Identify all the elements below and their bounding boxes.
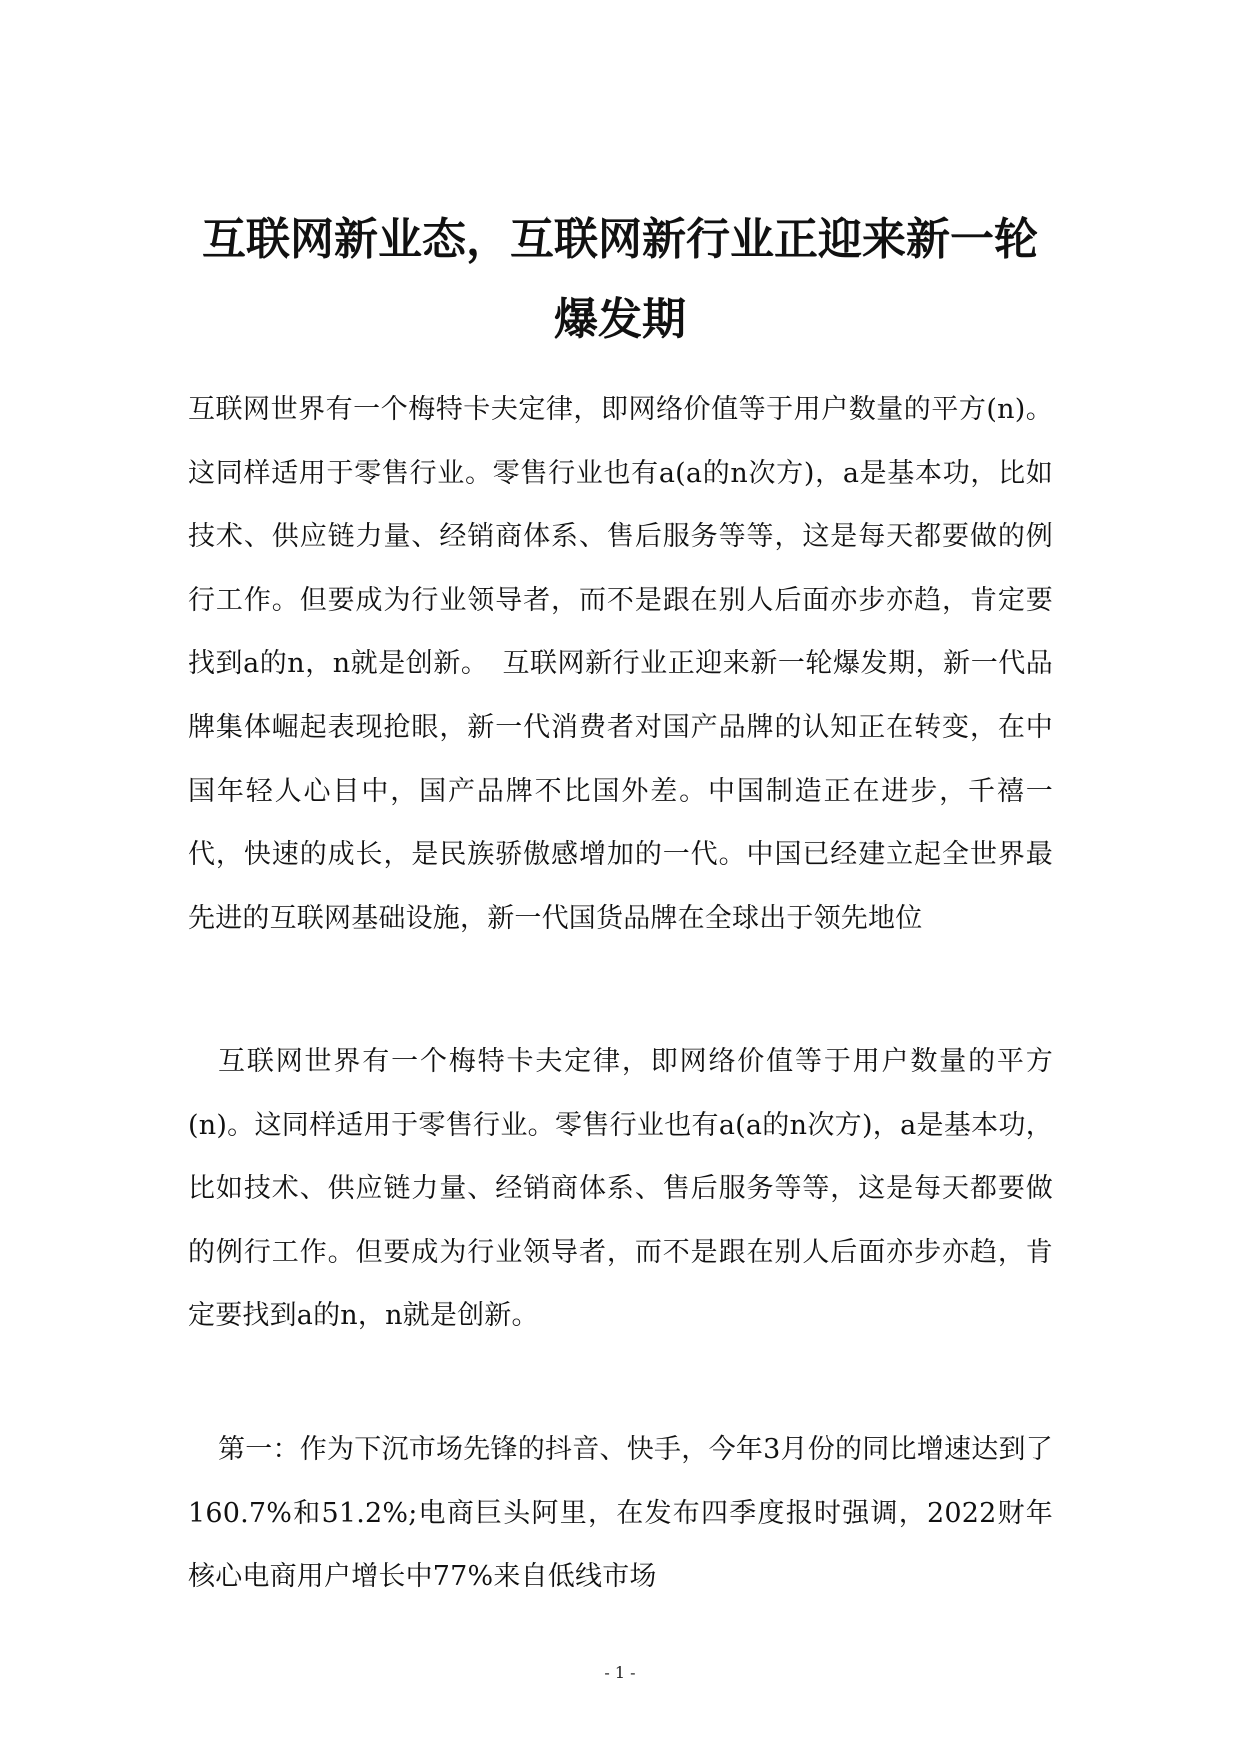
body-paragraph: 第一：作为下沉市场先锋的抖音、快手，今年3月份的同比增速达到了160.7%和51.2%;电商巨头阿里，在发布四季度报时强调，2022财年核心电商用户增长中77%来自低线市场 [188, 1434, 1053, 1593]
page-number: - 1 - [604, 1663, 636, 1682]
body-paragraph: 互联网世界有一个梅特卡夫定律，即网络价值等于用户数量的平方(n)。这同样适用于零售行业。零售行业也有a(a的n次方)，a是基本功，比如技术、供应链力量、经销商体系、售后服务等等，这是每天都要做的例行工作。但要成为行业领导者，而不是跟在别人后面亦步亦趋，肯定要找到a的n，n就是创新。 [188, 1046, 1053, 1332]
document-title: 互联网新业态，互联网新行业正迎来新一轮爆发期 [202, 214, 1038, 345]
body-paragraph: 互联网世界有一个梅特卡夫定律，即网络价值等于用户数量的平方(n)。这同样适用于零售行业。零售行业也有a(a的n次方)，a是基本功，比如技术、供应链力量、经销商体系、售后服务等等，这是每天都要做的例行工作。但要成为行业领导者，而不是跟在别人后面亦步亦趋，肯定要找到a的n，n就是创新。 互联网新行业正迎来新一轮爆发期，新一代品牌集体崛起表现抢眼，新一代消费者对国产品牌的认知正在转变，在中国年轻人心目中，国产品牌不比国外差。中国制造正在进步，千禧一代，快速的成长，是民族骄傲感增加的一代。中国已经建立起全世界最先进的互联网基础设施，新一代国货品牌在全球出于领先地位 [188, 394, 1053, 934]
